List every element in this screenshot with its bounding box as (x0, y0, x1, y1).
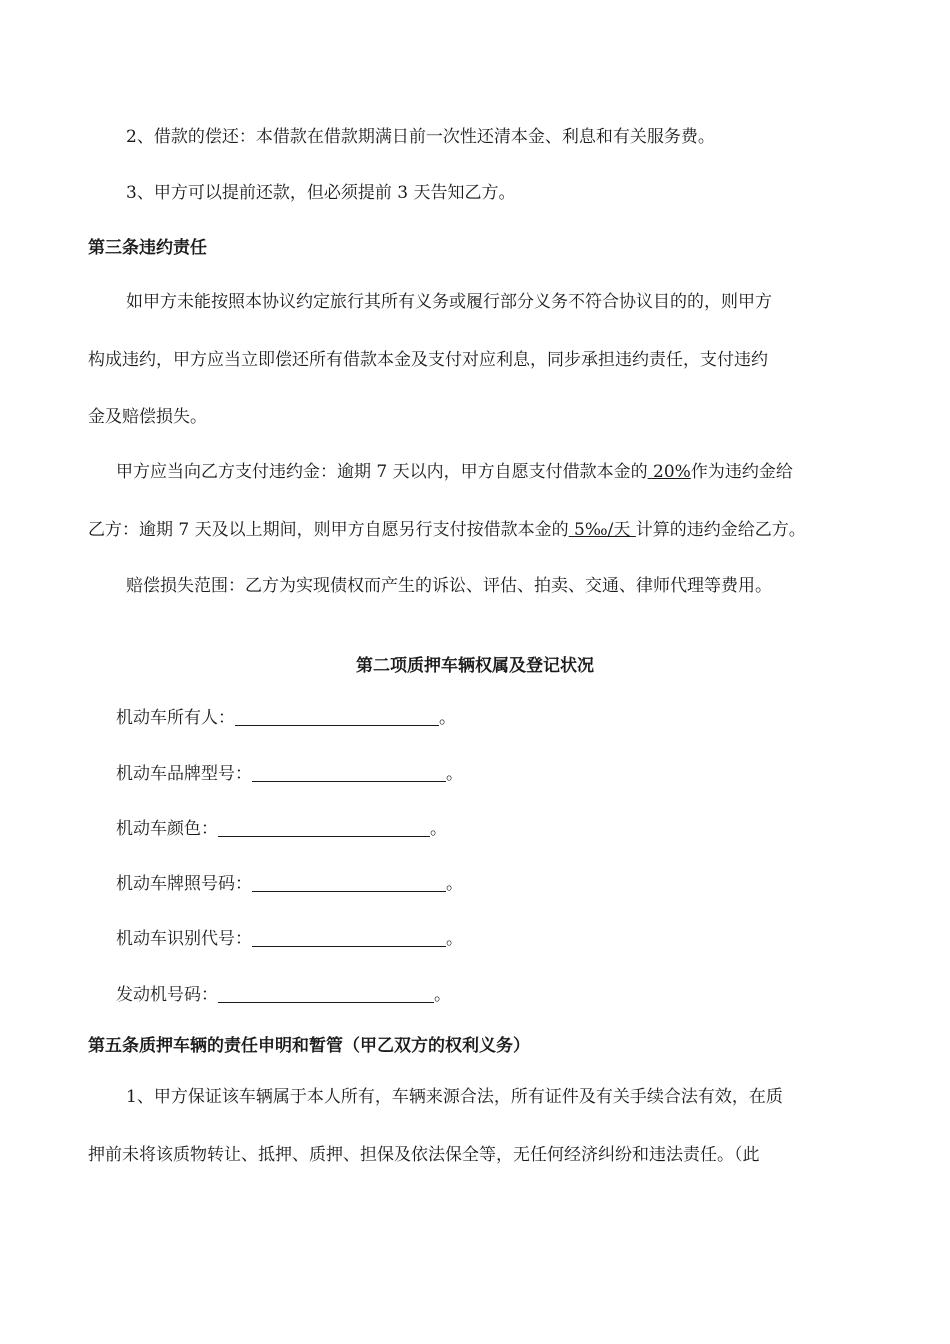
field-end: 。 (446, 764, 463, 784)
field-end: 。 (439, 708, 456, 728)
article-3-heading: 第三条违约责任 (88, 238, 207, 258)
article-5-item1-line1: 1、甲方保证该车辆属于本人所有，车辆来源合法，所有证件及有关手续合法有效，在质 (126, 1087, 783, 1107)
vehicle-model-field (116, 762, 463, 786)
article-3-para2-line1 (116, 460, 793, 484)
field-label: 机动车品牌型号： (116, 764, 252, 784)
field-label: 发动机号码： (116, 985, 218, 1005)
vehicle-section-heading: 第二项质押车辆权属及登记状况 (356, 656, 594, 676)
engine-number-blank[interactable] (218, 984, 434, 1003)
field-label: 机动车所有人： (116, 708, 235, 728)
vehicle-model-blank[interactable] (252, 763, 446, 782)
article-3-para1-line1: 如甲方未能按照本协议约定旅行其所有义务或履行部分义务不符合协议目的的，则甲方 (126, 292, 772, 312)
vehicle-vin-blank[interactable] (252, 928, 446, 947)
field-end: 。 (446, 874, 463, 894)
vehicle-plate-field (116, 872, 463, 896)
para2-line2-tail: 计算的违约金给乙方。 (635, 520, 806, 540)
vehicle-owner-blank[interactable] (235, 707, 439, 726)
field-end: 。 (446, 929, 463, 949)
field-end: 。 (434, 985, 451, 1005)
field-label: 机动车颜色： (116, 819, 218, 839)
penalty-rate-daily: 5‰/天 (568, 520, 636, 540)
repayment-item-3: 3、甲方可以提前还款，但必须提前 3 天告知乙方。 (126, 183, 516, 203)
vehicle-color-blank[interactable] (218, 818, 430, 837)
para2-line1-tail: 作为违约金给 (690, 462, 793, 482)
article-5-heading: 第五条质押车辆的责任申明和暂管（甲乙双方的权利义务） (88, 1036, 530, 1056)
article-3-para3: 赔偿损失范围：乙方为实现债权而产生的诉讼、评估、拍卖、交通、律师代理等费用。 (126, 576, 772, 596)
para2-line1-text: 甲方应当向乙方支付违约金：逾期 7 天以内，甲方自愿支付借款本金的 (116, 462, 648, 482)
vehicle-color-field (116, 817, 447, 841)
field-label: 机动车牌照号码： (116, 874, 252, 894)
field-end: 。 (430, 819, 447, 839)
vehicle-plate-blank[interactable] (252, 873, 446, 892)
para2-line2-text: 乙方：逾期 7 天及以上期间，则甲方自愿另行支付按借款本金的 (88, 520, 569, 540)
engine-number-field (116, 983, 451, 1007)
article-5-item1-line2: 押前未将该质物转让、抵押、质押、担保及依法保全等，无任何经济纠纷和违法责任。（此 (88, 1145, 760, 1165)
article-3-para1-line2: 构成违约，甲方应当立即偿还所有借款本金及支付对应利息，同步承担违约责任，支付违约 (88, 350, 768, 370)
vehicle-owner-field (116, 706, 456, 730)
article-3-para2-line2 (88, 518, 806, 542)
vehicle-vin-field (116, 927, 463, 951)
repayment-item-2: 2、借款的偿还：本借款在借款期满日前一次性还清本金、利息和有关服务费。 (126, 127, 715, 147)
article-3-para1-line3: 金及赔偿损失。 (88, 407, 207, 427)
penalty-rate-20: 20% (647, 462, 691, 482)
field-label: 机动车识别代号： (116, 929, 252, 949)
